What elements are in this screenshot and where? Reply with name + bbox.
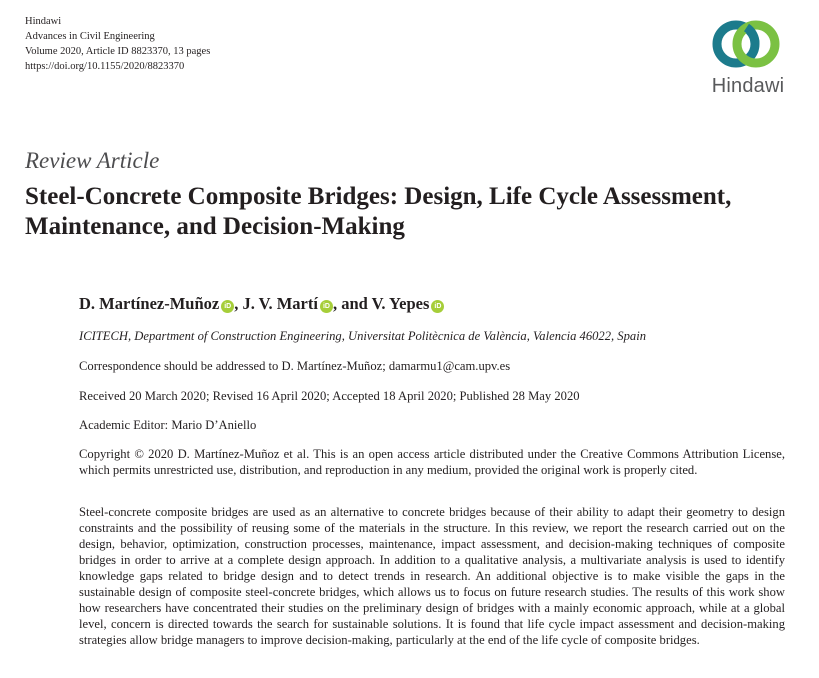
copyright-notice: Copyright © 2020 D. Martínez-Muñoz et al. This is an open access article distributed under the Creative Commons Attribution License, which permits unrestricted use, distribution, and reproduction in any medium, provided the original work is properly cited. xyxy=(79,447,785,477)
hindawi-logo-text: Hindawi xyxy=(711,75,785,97)
doi-link[interactable]: https://doi.org/10.1155/2020/8823370 xyxy=(25,61,185,72)
article-type: Review Article xyxy=(25,148,160,173)
author-name: V. Yepes xyxy=(371,294,430,313)
journal-info xyxy=(25,14,210,74)
publisher-name: Hindawi xyxy=(25,16,62,27)
author-list xyxy=(79,294,444,314)
author-separator: , xyxy=(234,294,243,313)
author-2[interactable] xyxy=(242,294,332,313)
affiliation: ICITECH, Department of Construction Engineering, Universitat Politècnica de València, Valencia 46022, Spain xyxy=(79,329,646,343)
journal-name: Advances in Civil Engineering xyxy=(25,31,155,42)
author-3[interactable] xyxy=(372,294,445,313)
hindawi-rings-icon xyxy=(710,16,782,78)
author-name: J. V. Martí xyxy=(242,294,318,313)
academic-editor: Academic Editor: Mario D’Aniello xyxy=(79,418,257,432)
author-1[interactable] xyxy=(79,294,234,313)
correspondence: Correspondence should be addressed to D. Martínez-Muñoz; damarmu1@cam.upv.es xyxy=(79,359,511,373)
volume-line: Volume 2020, Article ID 8823370, 13 pages xyxy=(25,46,211,57)
hindawi-logo xyxy=(706,16,790,102)
author-name: D. Martínez-Muñoz xyxy=(79,294,220,313)
orcid-icon[interactable]: iD xyxy=(221,300,234,313)
orcid-icon[interactable]: iD xyxy=(431,300,444,313)
article-title: Steel-Concrete Composite Bridges: Design, Life Cycle Assessment, Maintenance, and Decision-Making xyxy=(25,183,732,240)
orcid-icon[interactable]: iD xyxy=(320,300,333,313)
publication-dates: Received 20 March 2020; Revised 16 April 2020; Accepted 18 April 2020; Published 28 May 2020 xyxy=(79,389,580,403)
abstract: Steel-concrete composite bridges are used as an alternative to concrete bridges because of their ability to adapt their geometry to design constraints and the possibility of reusing some of the materials in the structure. In this review, we report the research carried out on the design, behavior, optimization, construction processes, maintenance, impact assessment, and decision-making techniques of composite bridges in order to arrive at a complete design approach. In addition to a qualitative analysis, a multivariate analysis is used to identify knowledge gaps related to bridge design and to detect trends in research. An additional objective is to make visible the gaps in the sustainable design of composite steel-concrete bridges, which allows us to focus on future research studies. The results of this work show how researchers have concentrated their studies on the preliminary design of bridges with a mainly economic approach, while at a global level, concern is directed towards the search for sustainable solutions. It is found that life cycle impact assessment and decision-making strategies allow bridge managers to improve decision-making, particularly at the end of the life cycle of composite bridges. xyxy=(79,505,785,647)
author-separator: , and xyxy=(332,294,372,313)
